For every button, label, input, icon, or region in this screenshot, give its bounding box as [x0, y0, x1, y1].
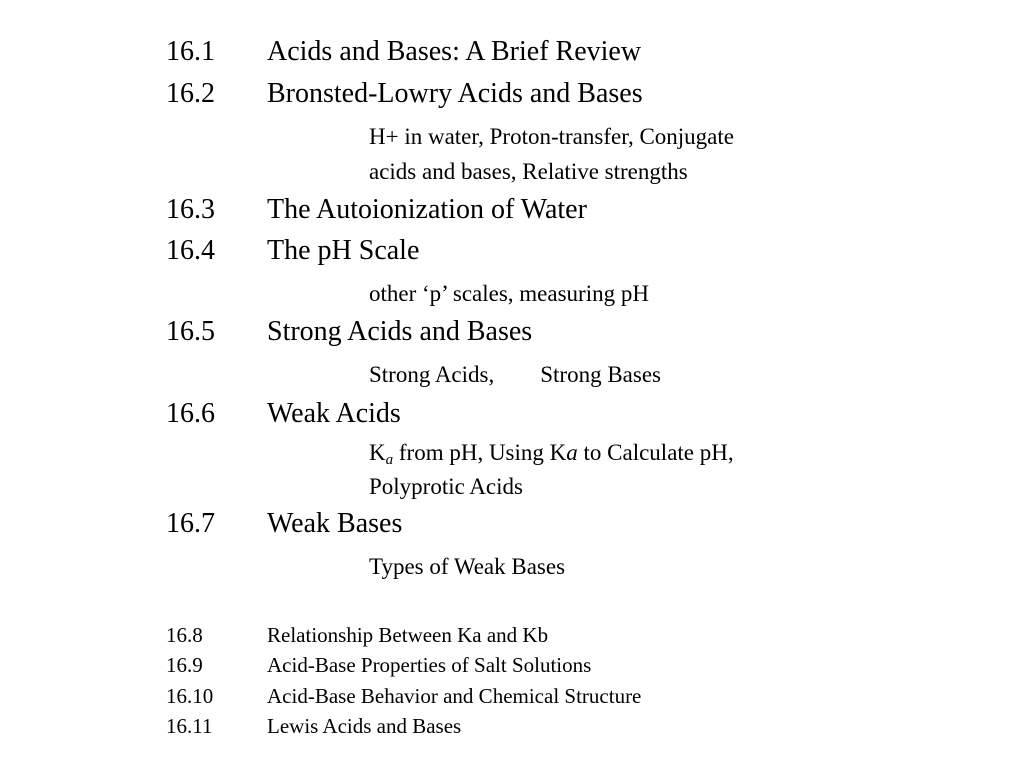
- ka-italic: a: [566, 440, 578, 465]
- section-title: The Autoionization of Water: [267, 194, 587, 225]
- section-number: 16.3: [166, 194, 215, 225]
- subtopic-line: H+ in water, Proton-transfer, Conjugate: [369, 124, 734, 149]
- section-number: 16.4: [166, 235, 215, 266]
- subtopic-strong-bases: Strong Bases: [540, 362, 661, 387]
- section-title: Acids and Bases: A Brief Review: [267, 36, 642, 67]
- subtopic-text: from pH, Using K: [393, 440, 567, 465]
- subtopic-line: Types of Weak Bases: [369, 554, 566, 579]
- ka-subscript: a: [385, 452, 394, 468]
- section-title: Relationship Between Ka and Kb: [267, 623, 549, 647]
- section-number: 16.11: [166, 714, 213, 738]
- section-number: 16.8: [166, 623, 203, 647]
- section-number: 16.6: [166, 398, 215, 429]
- section-title: Strong Acids and Bases: [267, 316, 533, 347]
- section-number: 16.5: [166, 316, 215, 347]
- section-number: 16.10: [166, 684, 214, 708]
- subtopic-line: acids and bases, Relative strengths: [369, 159, 688, 184]
- section-title: Acid-Base Properties of Salt Solutions: [267, 653, 592, 677]
- section-number: 16.9: [166, 653, 203, 677]
- section-number: 16.2: [166, 78, 215, 109]
- subtopic-line: Polyprotic Acids: [369, 474, 523, 499]
- section-title: The pH Scale: [267, 235, 420, 266]
- section-number: 16.7: [166, 508, 215, 539]
- section-number: 16.1: [166, 36, 215, 67]
- subtopic-line: [369, 358, 661, 392]
- subtopic-line: other ‘p’ scales, measuring pH: [369, 281, 649, 306]
- subtopic-text: to Calculate pH,: [577, 440, 734, 465]
- ka-symbol: K: [369, 440, 386, 465]
- section-title: Lewis Acids and Bases: [267, 714, 462, 738]
- subtopic-line: [369, 436, 734, 470]
- section-title: Bronsted-Lowry Acids and Bases: [267, 78, 643, 109]
- section-title: Acid-Base Behavior and Chemical Structure: [267, 684, 642, 708]
- section-title: Weak Acids: [267, 398, 401, 429]
- subtopic-strong-acids: Strong Acids,: [369, 362, 495, 387]
- section-title: Weak Bases: [267, 508, 403, 539]
